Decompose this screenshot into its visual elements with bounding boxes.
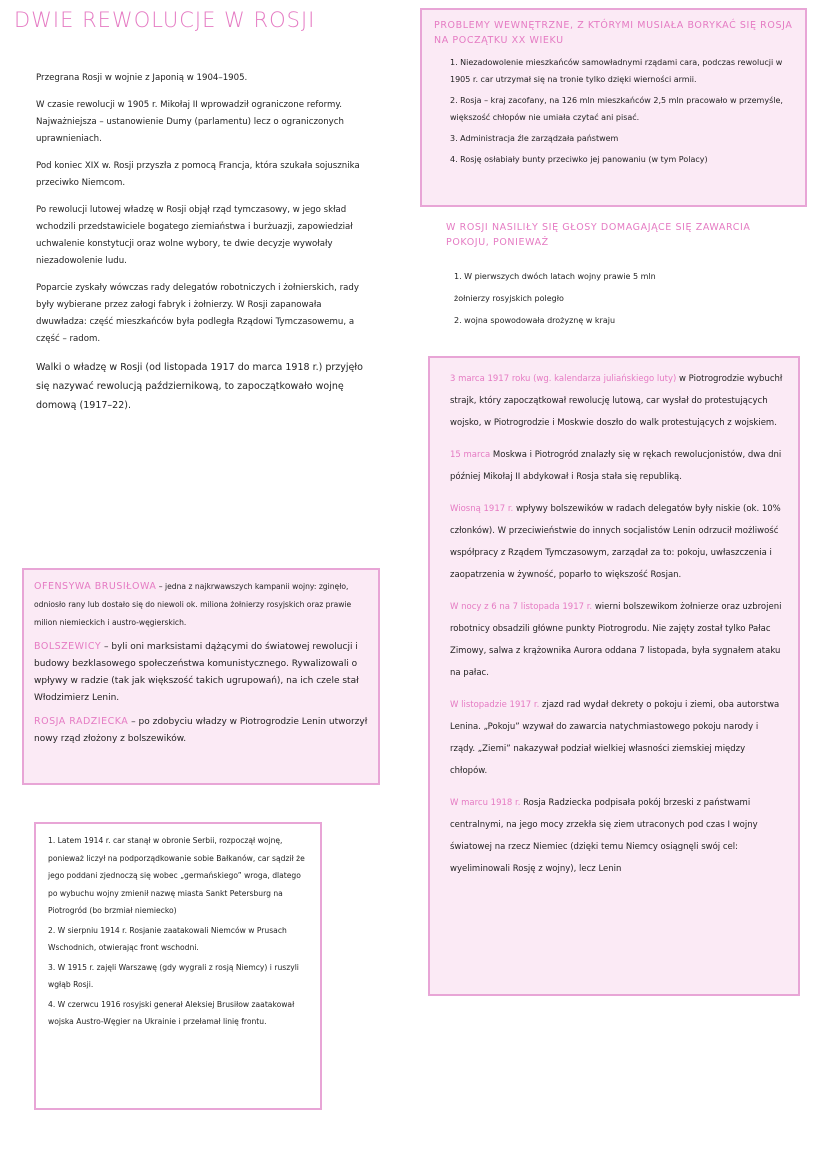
note-paragraph: Pod koniec XIX w. Rosji przyszła z pomocą Francja, która szukała sojusznika przeciwko Niemcom. (36, 161, 360, 188)
left-notes (36, 70, 366, 425)
timeline-text: wpływy bolszewików w radach delegatów były niskie (ok. 10% członków). W przeciwieństwie do innych socjalistów Lenin odrzucił możliwość współpracy z Rządem Tymczasowym, zarządał za to: pokoju, uwłaszczenia i zaopatrzenia w żywność, poparło to większość Rosjan. (450, 504, 781, 580)
list-item: 3. W 1915 r. zajęli Warszawę (gdy wygrali z rosją Niemcy) i ruszyli wgłąb Rosji. (48, 962, 299, 989)
timeline-date: W listopadzie 1917 r. (450, 700, 540, 710)
definition-bolszewicy (34, 638, 368, 707)
term-label: ROSJA RADZIECKA (34, 716, 129, 727)
timeline-text: wierni bolszewikom żołnierze oraz uzbrojeni robotnicy obsadzili główne punkty Piotrogrodu. Nie zajęty został tylko Pałac Zimowy, salwa z krążownika Aurora oddana 7 listopada, była sygnałem ataku na pałac. (450, 602, 782, 678)
note-paragraph: Przegrana Rosji w wojnie z Japonią w 1904–1905. (36, 73, 248, 83)
timeline-date: W nocy z 6 na 7 listopada 1917 r. (450, 602, 593, 612)
term-label: BOLSZEWICY (34, 641, 102, 652)
timeline-date: 15 marca (450, 450, 491, 460)
timeline-text: w Piotrogrodzie wybuchł strajk, który zapoczątkował rewolucję lutową, car wysłał do protestujących wojsko, w Piotrogrodzie i Moskwie doszło do walk protestujących z wojskiem. (450, 374, 783, 428)
timeline-entry (450, 368, 784, 434)
list-item: 4. W czerwcu 1916 rosyjski generał Aleksiej Brusiłow zaatakował wojska Austro-Węgier na Ukrainie i przełamał linię frontu. (48, 999, 295, 1026)
timeline-box (428, 356, 800, 996)
problems-list (434, 54, 793, 168)
term-text: – jedna z najkrwawszych kampanii wojny: zginęło, odniosło rany lub dostało się do niewoli ok. miliona żołnierzy rosyjskich oraz prawie milion niemieckich i austro-węgierskich. (34, 582, 352, 627)
term-text: – po zdobyciu władzy w Piotrogrodzie Lenin utworzył nowy rząd złożony z bolszewików. (34, 717, 368, 744)
peace-section (446, 220, 786, 332)
term-text: – byli oni marksistami dążącymi do światowej rewolucji i budowy bezklasowego społeczeństwa komunistycznego. Rywalizowali o wpływy w radzie (tak jak większość takich ugrupowań), na ich czele stał Włodzimierz Lenin. (34, 642, 359, 703)
peace-heading: W ROSJI NASILIŁY SIĘ GŁOSY DOMAGAJĄCE SIĘ ZAWARCIA POKOJU, PONIEWAŻ (446, 222, 751, 248)
list-item: 1. Niezadowolenie mieszkańców samowładnymi rządami cara, podczas rewolucji w 1905 r. car utrzymał się na tronie tylko dzięki wierności armii. (450, 58, 783, 84)
timeline-entry (450, 694, 784, 782)
list-item: 2. Rosja – kraj zacofany, na 126 mln mieszkańców 2,5 mln pracowało w przemyśle, większość chłopów nie umiała czytać ani pisać. (450, 96, 783, 122)
note-paragraph: W czasie rewolucji w 1905 r. Mikołaj II wprowadził ograniczone reformy. Najważniejsza – ustanowienie Dumy (parlamentu) lecz o ograniczonych uprawnieniach. (36, 100, 344, 144)
peace-list (446, 266, 694, 332)
problems-heading: PROBLEMY WEWNĘTRZNE, Z KTÓRYMI MUSIAŁA BORYKAĆ SIĘ ROSJA NA POCZĄTKU XX WIEKU (434, 20, 793, 46)
list-item: 2. W sierpniu 1914 r. Rosjanie zaatakowali Niemców w Prusach Wschodnich, otwierając front wschodni. (48, 925, 287, 952)
definition-ofensywa (34, 578, 368, 632)
list-item: 4. Rosję osłabiały bunty przeciwko jej panowaniu (w tym Polacy) (450, 155, 708, 164)
timeline-entry (450, 498, 784, 586)
note-paragraph: Po rewolucji lutowej władzę w Rosji objął rząd tymczasowy, w jego skład wchodzili przedstawiciele bogatego ziemiaństwa i burżuazji, zapowiedział uchwalenie konstytucji oraz wolne wybory, te dwie decyzje wywołały niezadowolenie ludu. (36, 205, 353, 266)
war-events-box (34, 822, 322, 1110)
term-label: OFENSYWA BRUSIŁOWA (34, 581, 157, 592)
problems-box (420, 8, 807, 207)
timeline-entry (450, 444, 784, 488)
timeline-entry (450, 596, 784, 684)
list-item: 1. W pierwszych dwóch latach wojny prawie 5 mln żołnierzy rosyjskich poległo (454, 272, 656, 303)
timeline-text: Rosja Radziecka podpisała pokój brzeski z państwami centralnymi, na jego mocy zrzekła się ziem utraconych pod czas I wojny światowej na rzecz Niemiec (dzięki temu Niemcy osiągnęli swój cel: wyeliminowali Rosję z wojny), lecz Lenin (450, 798, 758, 874)
definitions-box (22, 568, 380, 785)
note-paragraph: Poparcie zyskały wówczas rady delegatów robotniczych i żołnierskich, rady były wybierane przez załogi fabryk i żołnierzy. W Rosji zapanowała dwuwładza: część mieszkańców była podległa Rządowi Tymczasowemu, a część – radom. (36, 283, 359, 344)
list-item: 1. Latem 1914 r. car stanął w obronie Serbii, rozpoczął wojnę, ponieważ liczył na podporządkowanie sobie Bałkanów, car sądził że jego poddani zjednoczą się wobec „germańskiego” wroga, dlatego po wybuchu wojny zmienił nazwę miasta Sankt Petersburg na Piotrogród (bo brzmiał niemiecko) (48, 836, 305, 915)
timeline-date: W marcu 1918 r. (450, 798, 521, 808)
page-title: DWIE REWOLUCJE W ROSJI (14, 8, 316, 32)
timeline-text: Moskwa i Piotrogród znalazły się w rękach rewolucjonistów, dwa dni później Mikołaj II abdykował i Rosja stała się republiką. (450, 450, 782, 482)
definition-rosja (34, 713, 368, 748)
timeline-date: Wiosną 1917 r. (450, 504, 514, 514)
timeline-date: 3 marca 1917 roku (wg. kalendarza juliańskiego luty) (450, 374, 677, 384)
list-item: 2. wojna spowodowała drożyznę w kraju (454, 316, 616, 325)
timeline-entry (450, 792, 784, 880)
list-item: 3. Administracja źle zarządzała państwem (450, 134, 619, 143)
note-paragraph: Walki o władzę w Rosji (od listopada 1917 do marca 1918 r.) przyjęło się nazywać rewolucją październikową, to zapoczątkowało wojnę domową (1917–22). (36, 362, 363, 411)
timeline-text: zjazd rad wydał dekrety o pokoju i ziemi, oba autorstwa Lenina. „Pokoju” wzywał do zawarcia natychmiastowego pokoju narody i rządy. „Ziemi” nakazywał podział wielkiej własności ziemskiej między chłopów. (450, 700, 780, 776)
